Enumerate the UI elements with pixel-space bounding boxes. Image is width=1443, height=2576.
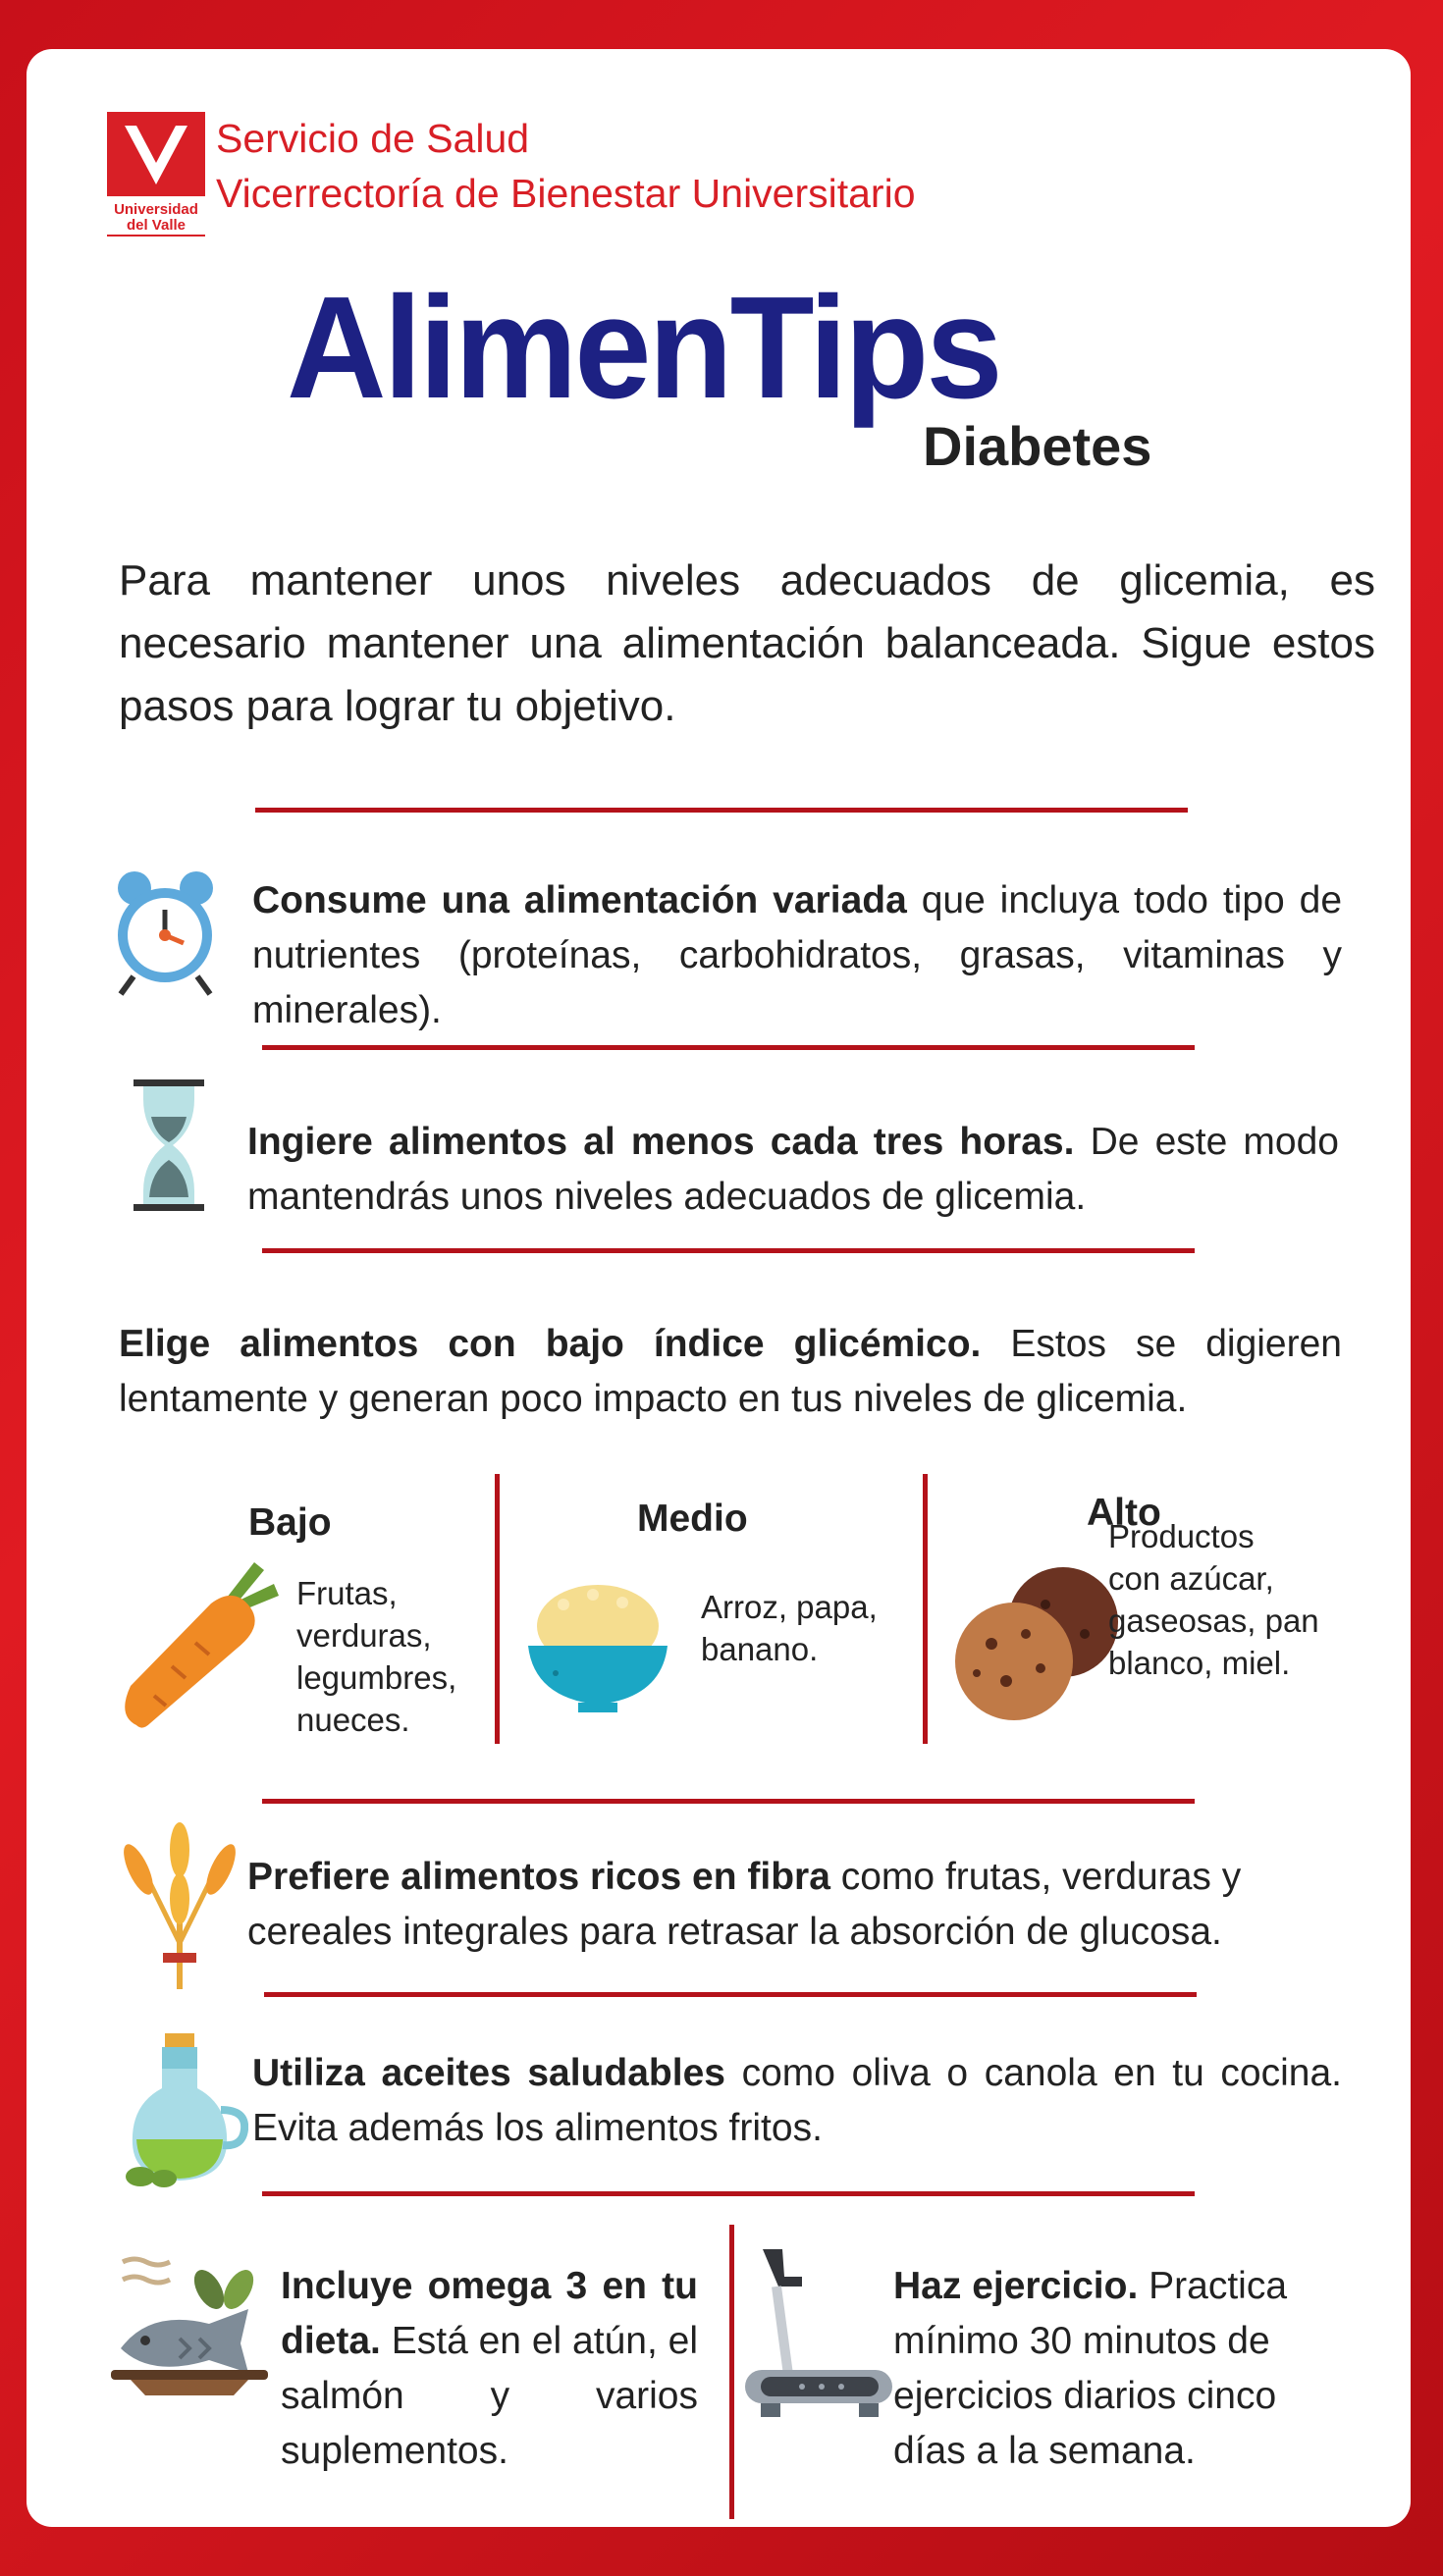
page-title: AlimenTips <box>287 267 1000 429</box>
tip-exercise: Haz ejercicio. Practica mínimo 30 minutos de ejercicios diarios cinco días a la semana. <box>893 2265 1288 2472</box>
divider <box>262 1045 1195 1050</box>
tip-eat-every-three-hours: Ingiere alimentos al menos cada tres horas. De este modo mantendrás unos niveles adecuados de glicemia. <box>247 1121 1339 1218</box>
glycemic-high-foods: Productos con azúcar, gaseosas, pan blanco, miel. <box>1108 1518 1319 1681</box>
svg-text:Universidad: Universidad <box>114 201 198 218</box>
glycemic-high-title: Alto <box>1087 1492 1161 1534</box>
tip-fiber: Prefiere alimentos ricos en fibra como frutas, verduras y cereales integrales para retrasar la absorción de glucosa. <box>247 1856 1242 1953</box>
header-vicerrectoria: Vicerrectoría de Bienestar Universitario <box>216 171 916 216</box>
column-divider <box>923 1474 928 1744</box>
divider <box>262 1248 1195 1253</box>
divider <box>262 1799 1195 1804</box>
fish-plate-icon <box>111 2250 268 2397</box>
alarm-clock-icon <box>109 859 222 996</box>
page-subtitle: Diabetes <box>923 415 1152 477</box>
divider <box>262 2191 1195 2196</box>
infographic-card <box>27 49 1411 2527</box>
glycemic-low-title: Bajo <box>248 1501 332 1544</box>
column-divider <box>495 1474 500 1744</box>
treadmill-icon <box>743 2247 895 2424</box>
univalle-logo <box>107 98 205 240</box>
oil-bottle-icon <box>111 2031 248 2193</box>
tip-healthy-oils: Utiliza aceites saludables como oliva o canola en tu cocina. Evita además los alimentos fritos. <box>252 2052 1342 2149</box>
tip-varied-diet: Consume una alimentación variada que incluya todo tipo de nutrientes (proteínas, carbohidratos, grasas, vitaminas y minerales). <box>252 879 1343 1031</box>
divider <box>264 1992 1197 1997</box>
header-service: Servicio de Salud <box>216 116 530 161</box>
column-divider <box>729 2225 734 2519</box>
glycemic-low-foods: Frutas, verduras, legumbres, nueces. <box>296 1575 457 1738</box>
svg-text:del Valle: del Valle <box>126 217 187 234</box>
rice-bowl-icon <box>524 1575 671 1717</box>
tip-omega-3: Incluye omega 3 en tu dieta. Está en el atún, el salmón y varios suplementos. <box>281 2265 698 2472</box>
carrot-icon <box>117 1558 284 1735</box>
cookie-icon <box>947 1565 1119 1722</box>
glycemic-medium-title: Medio <box>637 1498 748 1540</box>
glycemic-medium-foods: Arroz, papa, banano. <box>701 1589 878 1667</box>
wheat-icon <box>109 1820 251 1992</box>
tip-low-glycemic: Elige alimentos con bajo índice glicémico. Estos se digieren lentamente y generan poco impacto en tus niveles de glicemia. <box>119 1323 1342 1420</box>
intro-text: Para mantener unos niveles adecuados de glicemia, es necesario mantener una alimentación balanceada. Sigue estos pasos para lograr tu objetivo. <box>119 556 1375 730</box>
divider <box>255 808 1188 813</box>
hourglass-icon <box>130 1078 208 1213</box>
